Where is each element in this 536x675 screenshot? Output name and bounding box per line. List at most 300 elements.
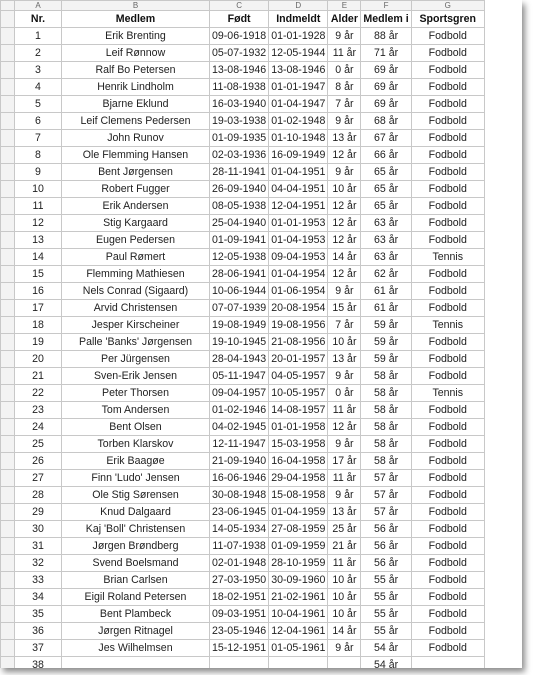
table-cell[interactable]: 20-01-1957 [269,351,328,368]
row-number[interactable] [1,623,15,640]
table-cell[interactable]: 13-08-1946 [210,62,269,79]
table-cell[interactable]: 56 år [361,555,411,572]
table-cell[interactable]: 28-06-1941 [210,266,269,283]
table-cell[interactable]: Fodbold [411,453,484,470]
table-cell[interactable] [62,657,210,669]
table-cell[interactable]: 32 [15,555,62,572]
table-cell[interactable]: Stig Kargaard [62,215,210,232]
row-number[interactable] [1,504,15,521]
table-cell[interactable]: 21-09-1940 [210,453,269,470]
table-cell[interactable]: 21-02-1961 [269,589,328,606]
table-cell[interactable]: Fodbold [411,351,484,368]
table-cell[interactable]: 24 [15,419,62,436]
row-number[interactable] [1,283,15,300]
table-cell[interactable]: 9 år [328,28,361,45]
table-cell[interactable]: 13 år [328,130,361,147]
column-letter-c[interactable]: C [210,1,269,11]
table-cell[interactable]: 26 [15,453,62,470]
table-cell[interactable]: 28 [15,487,62,504]
table-cell[interactable]: 0 år [328,62,361,79]
row-number[interactable] [1,11,15,28]
table-cell[interactable]: 16-04-1958 [269,453,328,470]
table-cell[interactable]: 58 år [361,436,411,453]
table-cell[interactable]: 30-08-1948 [210,487,269,504]
table-cell[interactable]: Fodbold [411,198,484,215]
table-cell[interactable]: 05-07-1932 [210,45,269,62]
table-cell[interactable]: 14 år [328,623,361,640]
row-number[interactable] [1,419,15,436]
table-cell[interactable]: Brian Carlsen [62,572,210,589]
row-number[interactable] [1,181,15,198]
table-cell[interactable]: 55 år [361,606,411,623]
table-cell[interactable]: 20 [15,351,62,368]
table-cell[interactable]: 9 år [328,368,361,385]
table-cell[interactable]: Nels Conrad (Sigaard) [62,283,210,300]
table-cell[interactable]: 21-08-1956 [269,334,328,351]
column-letter-f[interactable]: F [361,1,411,11]
header-cell[interactable]: Medlem [62,11,210,28]
table-cell[interactable]: Fodbold [411,487,484,504]
table-cell[interactable]: 10-04-1961 [269,606,328,623]
table-cell[interactable]: 9 år [328,283,361,300]
row-number[interactable] [1,198,15,215]
table-cell[interactable]: 02-03-1936 [210,147,269,164]
column-letter-d[interactable]: D [269,1,328,11]
header-cell[interactable]: Født [210,11,269,28]
table-cell[interactable]: 66 år [361,147,411,164]
table-cell[interactable] [328,657,361,669]
table-cell[interactable]: 20-08-1954 [269,300,328,317]
row-number[interactable] [1,436,15,453]
table-cell[interactable]: Bent Plambeck [62,606,210,623]
table-cell[interactable]: 8 år [328,79,361,96]
table-cell[interactable]: 35 [15,606,62,623]
table-cell[interactable]: Eugen Pedersen [62,232,210,249]
table-cell[interactable]: 18-02-1951 [210,589,269,606]
table-cell[interactable]: 28-11-1941 [210,164,269,181]
row-number[interactable] [1,215,15,232]
table-cell[interactable]: Arvid Christensen [62,300,210,317]
table-cell[interactable]: Bent Jørgensen [62,164,210,181]
table-cell[interactable] [210,657,269,669]
row-number[interactable] [1,79,15,96]
table-cell[interactable]: 05-11-1947 [210,368,269,385]
table-cell[interactable]: 14 år [328,249,361,266]
table-cell[interactable]: 30 [15,521,62,538]
table-cell[interactable]: 7 år [328,317,361,334]
table-cell[interactable]: Fodbold [411,130,484,147]
table-cell[interactable]: Fodbold [411,96,484,113]
table-cell[interactable]: Tennis [411,317,484,334]
table-cell[interactable]: Fodbold [411,62,484,79]
table-cell[interactable]: 6 [15,113,62,130]
table-cell[interactable]: 59 år [361,334,411,351]
table-cell[interactable]: 23-05-1946 [210,623,269,640]
table-cell[interactable]: 58 år [361,385,411,402]
table-cell[interactable]: 68 år [361,113,411,130]
table-cell[interactable]: Fodbold [411,164,484,181]
table-cell[interactable]: 17 [15,300,62,317]
table-cell[interactable]: 15 [15,266,62,283]
table-cell[interactable]: 65 år [361,164,411,181]
table-cell[interactable]: Jørgen Brøndberg [62,538,210,555]
header-cell[interactable]: Alder [328,11,361,28]
table-cell[interactable]: 09-04-1953 [269,249,328,266]
table-cell[interactable]: 01-02-1946 [210,402,269,419]
table-cell[interactable]: 9 år [328,436,361,453]
table-cell[interactable]: 67 år [361,130,411,147]
table-cell[interactable]: Finn 'Ludo' Jensen [62,470,210,487]
table-cell[interactable]: 10 år [328,181,361,198]
table-cell[interactable]: 29 [15,504,62,521]
table-cell[interactable]: Erik Baagøe [62,453,210,470]
table-cell[interactable]: Fodbold [411,623,484,640]
row-number[interactable] [1,538,15,555]
table-cell[interactable]: 01-09-1935 [210,130,269,147]
table-cell[interactable]: Flemming Mathiesen [62,266,210,283]
table-cell[interactable]: Fodbold [411,232,484,249]
row-number[interactable] [1,266,15,283]
table-cell[interactable]: 14-05-1934 [210,521,269,538]
table-cell[interactable]: Palle 'Banks' Jørgensen [62,334,210,351]
table-cell[interactable] [269,657,328,669]
table-cell[interactable]: 55 år [361,623,411,640]
table-cell[interactable]: 63 år [361,232,411,249]
table-cell[interactable]: 59 år [361,351,411,368]
table-cell[interactable]: 5 [15,96,62,113]
column-letter-a[interactable]: A [15,1,62,11]
table-cell[interactable]: 27-03-1950 [210,572,269,589]
table-cell[interactable]: 59 år [361,317,411,334]
table-cell[interactable]: 57 år [361,504,411,521]
row-number[interactable] [1,521,15,538]
table-cell[interactable]: 69 år [361,96,411,113]
table-cell[interactable]: 34 [15,589,62,606]
table-cell[interactable]: 12 år [328,266,361,283]
row-number[interactable] [1,232,15,249]
table-cell[interactable]: Bent Olsen [62,419,210,436]
table-cell[interactable]: 13 år [328,504,361,521]
table-cell[interactable]: 58 år [361,402,411,419]
row-number[interactable] [1,487,15,504]
table-cell[interactable]: 13-08-1946 [269,62,328,79]
table-cell[interactable]: 15 år [328,300,361,317]
table-cell[interactable]: 12-05-1938 [210,249,269,266]
table-cell[interactable]: Leif Rønnow [62,45,210,62]
column-letter-e[interactable]: E [328,1,361,11]
table-cell[interactable]: 15-08-1958 [269,487,328,504]
table-cell[interactable]: 10 år [328,606,361,623]
table-cell[interactable]: 10-05-1957 [269,385,328,402]
row-number[interactable] [1,470,15,487]
table-cell[interactable]: 19-03-1938 [210,113,269,130]
table-cell[interactable]: 01-01-1947 [269,79,328,96]
row-number[interactable] [1,300,15,317]
table-cell[interactable]: 16-03-1940 [210,96,269,113]
table-cell[interactable]: 88 år [361,28,411,45]
table-cell[interactable]: Fodbold [411,436,484,453]
row-number[interactable] [1,317,15,334]
column-letter-b[interactable]: B [62,1,210,11]
table-cell[interactable]: 62 år [361,266,411,283]
table-cell[interactable]: 11 år [328,470,361,487]
table-cell[interactable]: 13 år [328,351,361,368]
table-cell[interactable]: 04-04-1951 [269,181,328,198]
table-cell[interactable]: 25-04-1940 [210,215,269,232]
table-cell[interactable]: 36 [15,623,62,640]
table-cell[interactable]: 22 [15,385,62,402]
table-cell[interactable]: 12-11-1947 [210,436,269,453]
table-cell[interactable]: 63 år [361,249,411,266]
table-cell[interactable]: Fodbold [411,113,484,130]
table-cell[interactable]: Ralf Bo Petersen [62,62,210,79]
column-letter-g[interactable]: G [411,1,484,11]
table-cell[interactable]: 71 år [361,45,411,62]
table-cell[interactable]: Fodbold [411,640,484,657]
table-cell[interactable]: 7 [15,130,62,147]
table-cell[interactable]: 01-01-1928 [269,28,328,45]
table-cell[interactable]: 11 år [328,555,361,572]
table-cell[interactable] [411,657,484,669]
table-cell[interactable]: 61 år [361,300,411,317]
table-cell[interactable]: 56 år [361,521,411,538]
table-cell[interactable]: Bjarne Eklund [62,96,210,113]
table-cell[interactable]: 04-05-1957 [269,368,328,385]
table-cell[interactable]: 12 [15,215,62,232]
table-cell[interactable]: 29-04-1958 [269,470,328,487]
table-cell[interactable]: 01-06-1954 [269,283,328,300]
table-cell[interactable]: 12-04-1951 [269,198,328,215]
table-cell[interactable]: Eigil Roland Petersen [62,589,210,606]
table-cell[interactable]: Jesper Kirscheiner [62,317,210,334]
table-cell[interactable]: 15-03-1958 [269,436,328,453]
table-cell[interactable]: Tennis [411,385,484,402]
table-cell[interactable]: 30-09-1960 [269,572,328,589]
table-cell[interactable]: Fodbold [411,368,484,385]
table-cell[interactable]: Kaj 'Boll' Christensen [62,521,210,538]
table-cell[interactable]: 08-05-1938 [210,198,269,215]
row-number[interactable] [1,453,15,470]
table-cell[interactable]: 8 [15,147,62,164]
table-cell[interactable]: 57 år [361,470,411,487]
table-cell[interactable]: 07-07-1939 [210,300,269,317]
table-cell[interactable]: 01-02-1948 [269,113,328,130]
table-cell[interactable]: 19-10-1945 [210,334,269,351]
row-number[interactable] [1,249,15,266]
table-cell[interactable]: 09-04-1957 [210,385,269,402]
table-cell[interactable]: 19-08-1956 [269,317,328,334]
row-number[interactable] [1,113,15,130]
table-cell[interactable]: 2 [15,45,62,62]
table-cell[interactable]: Ole Flemming Hansen [62,147,210,164]
table-cell[interactable]: 9 [15,164,62,181]
table-cell[interactable]: Sven-Erik Jensen [62,368,210,385]
table-cell[interactable]: 63 år [361,215,411,232]
table-cell[interactable]: 1 [15,28,62,45]
header-cell[interactable]: Medlem i [361,11,411,28]
table-cell[interactable]: 0 år [328,385,361,402]
table-cell[interactable]: 01-04-1953 [269,232,328,249]
table-cell[interactable]: 3 [15,62,62,79]
table-cell[interactable]: 01-01-1958 [269,419,328,436]
row-number[interactable] [1,164,15,181]
table-cell[interactable]: 11 år [328,402,361,419]
table-cell[interactable]: 58 år [361,419,411,436]
table-cell[interactable]: 28-04-1943 [210,351,269,368]
table-cell[interactable]: 10 år [328,572,361,589]
table-cell[interactable]: Ole Stig Sørensen [62,487,210,504]
table-cell[interactable]: 7 år [328,96,361,113]
table-cell[interactable]: Knud Dalgaard [62,504,210,521]
table-cell[interactable]: Fodbold [411,470,484,487]
table-cell[interactable]: 55 år [361,572,411,589]
table-cell[interactable]: 9 år [328,113,361,130]
table-cell[interactable]: 12-05-1944 [269,45,328,62]
table-cell[interactable]: 25 år [328,521,361,538]
table-cell[interactable]: Erik Brenting [62,28,210,45]
table-cell[interactable]: Fodbold [411,45,484,62]
table-cell[interactable]: Torben Klarskov [62,436,210,453]
table-cell[interactable]: 9 år [328,164,361,181]
table-cell[interactable]: 69 år [361,62,411,79]
table-cell[interactable]: Fodbold [411,419,484,436]
table-cell[interactable]: 19 [15,334,62,351]
table-cell[interactable]: 31 [15,538,62,555]
table-cell[interactable]: 01-09-1959 [269,538,328,555]
table-cell[interactable]: 13 [15,232,62,249]
table-cell[interactable]: Fodbold [411,215,484,232]
table-cell[interactable]: 11 år [328,45,361,62]
row-number[interactable] [1,334,15,351]
table-cell[interactable]: 33 [15,572,62,589]
table-cell[interactable]: 12 år [328,198,361,215]
table-cell[interactable]: 27 [15,470,62,487]
table-cell[interactable]: 54 år [361,657,411,669]
table-cell[interactable]: Leif Clemens Pedersen [62,113,210,130]
table-cell[interactable]: 55 år [361,589,411,606]
table-cell[interactable]: John Runov [62,130,210,147]
table-cell[interactable]: Fodbold [411,402,484,419]
table-cell[interactable]: 01-05-1961 [269,640,328,657]
table-cell[interactable]: Fodbold [411,28,484,45]
table-cell[interactable]: 01-04-1959 [269,504,328,521]
table-cell[interactable]: 54 år [361,640,411,657]
table-cell[interactable]: Erik Andersen [62,198,210,215]
row-number[interactable] [1,96,15,113]
table-cell[interactable]: 01-10-1948 [269,130,328,147]
row-number[interactable] [1,62,15,79]
table-cell[interactable]: 27-08-1959 [269,521,328,538]
table-cell[interactable]: 18 [15,317,62,334]
table-cell[interactable]: Fodbold [411,79,484,96]
table-cell[interactable]: Fodbold [411,521,484,538]
table-cell[interactable]: 10 år [328,334,361,351]
table-cell[interactable]: Fodbold [411,504,484,521]
table-cell[interactable]: 23-06-1945 [210,504,269,521]
table-cell[interactable]: 10 [15,181,62,198]
table-cell[interactable]: 09-06-1918 [210,28,269,45]
table-cell[interactable]: 04-02-1945 [210,419,269,436]
table-cell[interactable]: 12-04-1961 [269,623,328,640]
table-cell[interactable]: Peter Thorsen [62,385,210,402]
table-cell[interactable]: 02-01-1948 [210,555,269,572]
table-cell[interactable]: 23 [15,402,62,419]
table-cell[interactable]: Henrik Lindholm [62,79,210,96]
table-cell[interactable]: 14-08-1957 [269,402,328,419]
table-cell[interactable]: 15-12-1951 [210,640,269,657]
table-cell[interactable]: Fodbold [411,147,484,164]
table-cell[interactable]: 58 år [361,453,411,470]
table-cell[interactable]: 09-03-1951 [210,606,269,623]
table-cell[interactable]: 19-08-1949 [210,317,269,334]
table-cell[interactable]: 4 [15,79,62,96]
table-cell[interactable]: 01-04-1954 [269,266,328,283]
table-cell[interactable]: 01-09-1941 [210,232,269,249]
table-cell[interactable]: 69 år [361,79,411,96]
row-number[interactable] [1,28,15,45]
table-cell[interactable]: 9 år [328,487,361,504]
table-cell[interactable]: 14 [15,249,62,266]
table-cell[interactable]: Fodbold [411,589,484,606]
table-cell[interactable]: 28-10-1959 [269,555,328,572]
table-cell[interactable]: 01-04-1951 [269,164,328,181]
row-number[interactable] [1,130,15,147]
table-cell[interactable]: 11-07-1938 [210,538,269,555]
table-cell[interactable]: 01-04-1947 [269,96,328,113]
table-cell[interactable]: Svend Boelsmand [62,555,210,572]
table-cell[interactable]: 01-01-1953 [269,215,328,232]
table-cell[interactable]: Jes Wilhelmsen [62,640,210,657]
row-number[interactable] [1,45,15,62]
table-cell[interactable]: 12 år [328,147,361,164]
header-cell[interactable]: Sportsgren [411,11,484,28]
table-cell[interactable]: 58 år [361,368,411,385]
table-cell[interactable]: Fodbold [411,538,484,555]
row-number[interactable] [1,555,15,572]
row-number[interactable] [1,589,15,606]
row-number[interactable] [1,368,15,385]
table-cell[interactable]: 37 [15,640,62,657]
table-cell[interactable]: 26-09-1940 [210,181,269,198]
table-cell[interactable]: Fodbold [411,181,484,198]
table-cell[interactable]: 65 år [361,198,411,215]
table-cell[interactable]: 11 [15,198,62,215]
table-cell[interactable]: Tom Andersen [62,402,210,419]
header-cell[interactable]: Indmeldt [269,11,328,28]
row-number[interactable] [1,640,15,657]
table-cell[interactable]: 11-08-1938 [210,79,269,96]
table-cell[interactable]: Fodbold [411,283,484,300]
table-cell[interactable]: Fodbold [411,572,484,589]
table-cell[interactable]: 21 år [328,538,361,555]
corner-cell[interactable] [1,1,15,11]
table-cell[interactable]: Tennis [411,249,484,266]
table-cell[interactable]: 10 år [328,589,361,606]
table-cell[interactable]: Robert Fugger [62,181,210,198]
table-cell[interactable]: 12 år [328,232,361,249]
table-cell[interactable]: 12 år [328,419,361,436]
table-cell[interactable]: Fodbold [411,555,484,572]
table-cell[interactable]: 61 år [361,283,411,300]
table-cell[interactable]: 38 [15,657,62,669]
row-number[interactable] [1,351,15,368]
table-cell[interactable]: Fodbold [411,606,484,623]
row-number[interactable] [1,385,15,402]
table-cell[interactable]: 65 år [361,181,411,198]
table-cell[interactable]: 10-06-1944 [210,283,269,300]
header-cell[interactable]: Nr. [15,11,62,28]
row-number[interactable] [1,606,15,623]
